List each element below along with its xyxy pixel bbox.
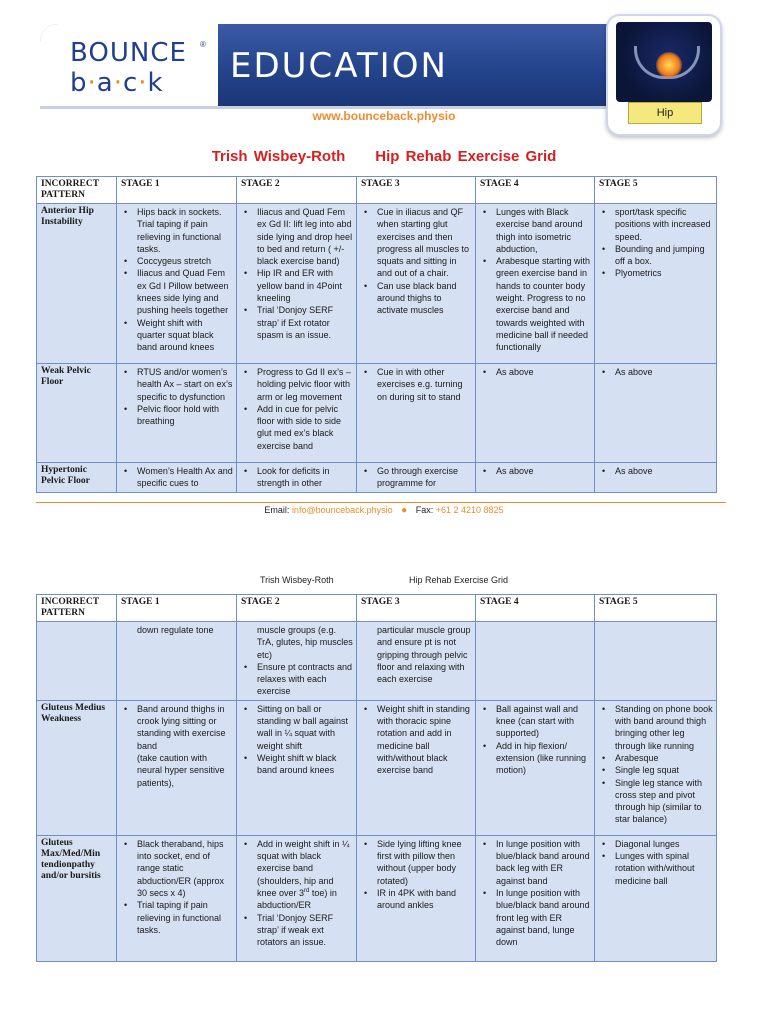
list-item: • As above (615, 465, 713, 477)
list-item: • As above (496, 366, 591, 378)
bullet-list (361, 703, 472, 777)
bullet-list (599, 206, 713, 280)
list-item: • Go through exercise programme for (377, 465, 472, 490)
header-cell: STAGE 2 (237, 595, 357, 622)
stage-4-cell (476, 463, 595, 493)
bullet-list (480, 366, 591, 378)
bullet-list (599, 465, 713, 477)
list-item: • Ensure pt contracts and relaxes with each exercise (257, 661, 353, 698)
header-cell: STAGE 5 (595, 595, 717, 622)
bullet-list (241, 703, 353, 777)
list-item: • Weight shift with quarter squat black band around knees (137, 317, 233, 354)
list-item: • Weight shift w black band around knees (257, 752, 353, 777)
table-row (37, 622, 717, 701)
bullet-list (361, 206, 472, 317)
stage-4-cell (476, 364, 595, 463)
header-cell: STAGE 3 (357, 177, 476, 204)
bullet-list (480, 465, 591, 477)
stage-1-cell (117, 700, 237, 835)
document-title (0, 148, 768, 165)
stage-5-cell (595, 622, 717, 701)
list-item: • sport/task specific positions with increased speed. (615, 206, 713, 243)
list-item: • Cue in iliacus and QF when starting glut exercises and then progress all muscles to squats and sitting in and out of a chair. (377, 206, 472, 280)
bullet-list (121, 838, 233, 936)
pattern-cell: Weak Pelvic Floor (37, 364, 117, 463)
header-cell: STAGE 5 (595, 177, 717, 204)
fax-number: +61 2 4210 8825 (435, 505, 504, 515)
list-item: • Iliacus and Quad Fem ex Gd II: lift leg into abd side lying and drop heel to bed and return ( +/- black exercise band) (257, 206, 353, 267)
stage-1-cell (117, 204, 237, 364)
list-item: • Arabesque (615, 752, 713, 764)
list-item: • Progress to Gd II ex’s – holding pelvic floor with arm or leg movement (257, 366, 353, 403)
list-item: • IR in 4PK with band around ankles (377, 887, 472, 912)
bullet-list (361, 366, 472, 403)
stage-3-cell (357, 622, 476, 701)
table-row (37, 463, 717, 493)
list-item: • Lunges with spinal rotation with/without medicine ball (615, 850, 713, 887)
list-item: • Standing on phone book with band around thigh bringing other leg through like running (615, 703, 713, 752)
list-item: • Weight shift in standing with thoracic spine rotation and add in medicine ball with/without black exercise band (377, 703, 472, 777)
pattern-cell (37, 622, 117, 701)
separator-dot: ● (401, 505, 408, 516)
bullet-list (361, 838, 472, 912)
banner-title: EDUCATION (230, 46, 448, 86)
stage-5-cell (595, 700, 717, 835)
bullet-list (241, 838, 353, 949)
header-row (37, 177, 717, 204)
list-item: • Coccygeus stretch (137, 255, 233, 267)
list-item: particular muscle group and ensure pt is not gripping through pelvic floor and relaxing with each exercise (377, 625, 471, 685)
list-item: • Single leg stance with cross step and pivot through hip (similar to star balance) (615, 777, 713, 826)
bullet-list (480, 703, 591, 777)
header-cell: STAGE 2 (237, 177, 357, 204)
stage-1-cell (117, 835, 237, 961)
list-item: (take caution with neural hyper sensitive patients), (137, 752, 225, 788)
bullet-list (480, 206, 591, 354)
list-item: • Add in weight shift in ¼ squat with black exercise band (shoulders, hip and knee over 3rd toe) in abduction/ER (257, 838, 353, 912)
bullet-list (241, 206, 353, 341)
bullet-list (599, 366, 713, 378)
bounceback-logo (40, 24, 218, 106)
pattern-cell: Hypertonic Pelvic Floor (37, 463, 117, 493)
list-item: • Can use black band around thighs to activate muscles (377, 280, 472, 317)
list-item: • Add in cue for pelvic floor with side to side glut med ex’s black exercise band (257, 403, 353, 452)
bullet-list (241, 366, 353, 452)
header-row (37, 595, 717, 622)
header-cell: INCORRECT PATTERN (37, 595, 117, 622)
logo-registered-mark: ® (200, 40, 206, 49)
stage-5-cell (595, 204, 717, 364)
stage-4-cell (476, 204, 595, 364)
pattern-cell: Gluteus Medius Weakness (37, 700, 117, 835)
header-cell: INCORRECT PATTERN (37, 177, 117, 204)
stage-2-cell (237, 835, 357, 961)
list-item: • Iliacus and Quad Fem ex Gd I Pillow between knees side lying and pushing heels together (137, 267, 233, 316)
grid-title: Hip Rehab Exercise Grid (375, 148, 557, 165)
stage-4-cell (476, 700, 595, 835)
list-item: • Diagonal lunges (615, 838, 713, 850)
list-item: • Trial ‘Donjoy SERF strap’ if weak ext rotators an issue. (257, 912, 353, 949)
list-item: muscle groups (e.g. TrA, glutes, hip muscles etc) (257, 625, 353, 660)
table-row (37, 364, 717, 463)
stage-3-cell (357, 463, 476, 493)
stage-2-cell (237, 364, 357, 463)
list-item: • Single leg squat (615, 764, 713, 776)
logo-word-back: b·a·c·k (70, 68, 164, 98)
page2-grid-title: Hip Rehab Exercise Grid (409, 575, 509, 585)
pattern-cell: Gluteus Max/Med/Min tendionpathy and/or bursitis (37, 835, 117, 961)
bullet-list (361, 624, 472, 685)
stage-4-cell (476, 622, 595, 701)
stage-5-cell (595, 835, 717, 961)
stage-2-cell (237, 463, 357, 493)
bullet-list (599, 838, 713, 887)
list-item: • Plyometrics (615, 267, 713, 279)
bullet-list (361, 465, 472, 490)
list-item: • Band around thighs in crook lying sitting or standing with exercise band (137, 703, 233, 752)
bullet-list (121, 366, 233, 427)
bullet-list (241, 624, 353, 698)
hip-badge-label: Hip (628, 102, 702, 124)
list-item: • Trial ‘Donjoy SERF strap’ if Ext rotator spasm is an issue. (257, 304, 353, 341)
bullet-list (241, 465, 353, 490)
email-link[interactable]: info@bounceback.physio (291, 505, 393, 515)
stage-2-cell (237, 700, 357, 835)
list-item: • Women’s Health Ax and specific cues to (137, 465, 233, 490)
pattern-cell: Anterior Hip Instability (37, 204, 117, 364)
list-item: • Pelvic floor hold with breathing (137, 403, 233, 428)
footer-divider (36, 502, 726, 503)
hip-pain-highlight (656, 52, 682, 78)
bullet-list (480, 838, 591, 949)
fax-label: Fax: (415, 505, 434, 515)
list-item: • Sitting on ball or standing w ball against wall in ¼ squat with weight shift (257, 703, 353, 752)
exercise-grid-page-1 (36, 176, 717, 493)
exercise-grid-page-2 (36, 594, 717, 962)
bullet-list (121, 465, 233, 490)
stage-3-cell (357, 364, 476, 463)
table-row (37, 700, 717, 835)
stage-2-cell (237, 204, 357, 364)
stage-4-cell (476, 835, 595, 961)
bullet-list (121, 206, 233, 354)
stage-5-cell (595, 364, 717, 463)
header-banner (40, 24, 636, 106)
list-item: down regulate tone (137, 625, 214, 635)
list-item: • Ball against wall and knee (can start with supported) (496, 703, 591, 740)
list-item: • Black theraband, hips into socket, end of range static abduction/ER (approx 30 secs x 4) (137, 838, 233, 899)
list-item: • In lunge position with blue/black band around back leg with ER against band (496, 838, 591, 887)
list-item: • In lunge position with blue/black band around front leg with ER against band, lunge down (496, 887, 591, 948)
page2-author: Trish Wisbey-Roth (260, 575, 334, 585)
hip-xray-image (616, 22, 712, 102)
stage-3-cell (357, 204, 476, 364)
stage-1-cell (117, 463, 237, 493)
list-item: • Lunges with Black exercise band around thigh into isometric abduction, (496, 206, 591, 255)
author-name: Trish Wisbey-Roth (211, 148, 346, 165)
header-cell: STAGE 1 (117, 595, 237, 622)
list-item: • Side lying lifting knee first with pillow then without (upper body rotated) (377, 838, 472, 887)
logo-word-bounce: BOUNCE (70, 38, 187, 68)
list-item: • Trial taping if pain relieving in functional tasks. (137, 899, 233, 936)
header-cell: STAGE 3 (357, 595, 476, 622)
bullet-list (121, 624, 233, 636)
stage-3-cell (357, 700, 476, 835)
header-cell: STAGE 1 (117, 177, 237, 204)
list-item: • Arabesque starting with green exercise band in hands to counter body weight. Progress to no exercise band and towards weighted with medicine ball if needed functionally (496, 255, 591, 353)
list-item: • RTUS and/or women’s health Ax – start on ex’s specific to dysfunction (137, 366, 233, 403)
email-label: Email: (264, 505, 290, 515)
list-item: • Cue in with other exercises e.g. turning on during sit to stand (377, 366, 472, 403)
list-item: • As above (615, 366, 713, 378)
header-cell: STAGE 4 (476, 177, 595, 204)
stage-2-cell (237, 622, 357, 701)
bullet-list (599, 703, 713, 826)
list-item: • Add in hip flexion/ extension (like running motion) (496, 740, 591, 777)
table-row (37, 204, 717, 364)
list-item: • Hip IR and ER with yellow band in 4Point kneeling (257, 267, 353, 304)
list-item: • Hips back in sockets. Trial taping if pain relieving in functional tasks. (137, 206, 233, 255)
stage-3-cell (357, 835, 476, 961)
header-cell: STAGE 4 (476, 595, 595, 622)
stage-5-cell (595, 463, 717, 493)
contact-footer (0, 505, 768, 516)
list-item: • As above (496, 465, 591, 477)
website-link[interactable]: www.bounceback.physio (312, 109, 456, 123)
list-item: • Look for deficits in strength in other (257, 465, 353, 490)
bullet-list (121, 703, 233, 789)
stage-1-cell (117, 622, 237, 701)
stage-1-cell (117, 364, 237, 463)
table-row (37, 835, 717, 961)
list-item: • Bounding and jumping off a box. (615, 243, 713, 268)
